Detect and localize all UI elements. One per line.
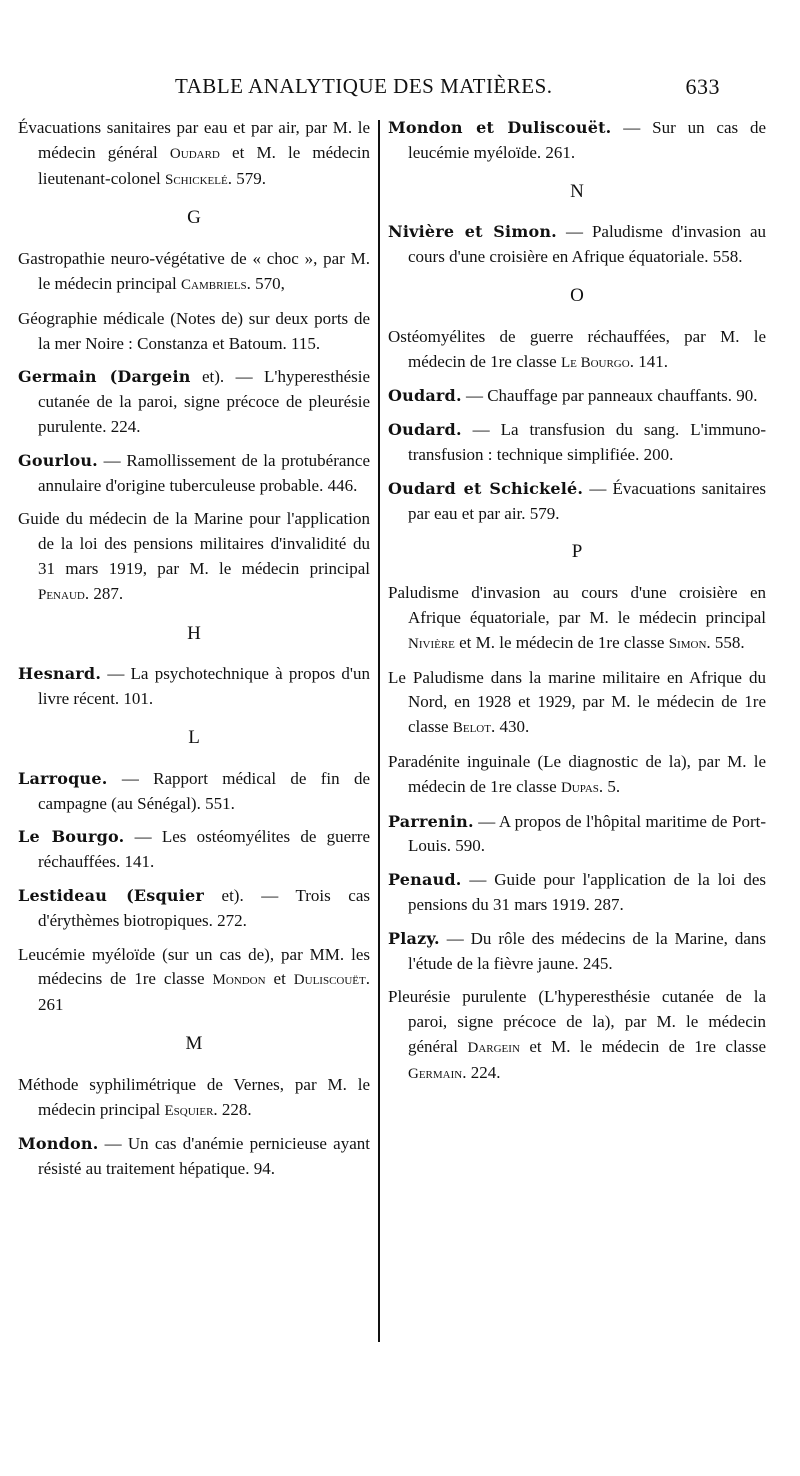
page-number: 633 [685, 74, 720, 99]
index-entry: Germain (Dargein et). — L'hyperesthésie cutanée de la paroi, signe précoce de pleurésie purulente. 224. [18, 367, 370, 436]
column-divider [378, 120, 380, 1342]
index-entry: Le Bourgo. — Les ostéomyélites de guerre réchauffées. 141. [18, 827, 370, 872]
index-entry: Mondon. — Un cas d'anémie pernicieuse ayant résisté au traitement hépatique. 94. [18, 1134, 370, 1179]
index-entry: Guide du médecin de la Marine pour l'application de la loi des pensions militaires d'invalidité du 31 mars 1919, par M. le médecin principal Penaud. 287. [18, 509, 370, 603]
right-column [388, 116, 766, 1096]
index-entry: Penaud. — Guide pour l'application de la loi des pensions du 31 mars 1919. 287. [388, 870, 766, 914]
index-entry: Parrenin. — A propos de l'hôpital maritime de Port-Louis. 590. [388, 811, 766, 856]
index-entry: Paradénite inguinale (Le diagnostic de la), par M. le médecin de 1re classe Dupas. 5. [388, 751, 766, 796]
index-entry: Ostéomyélites de guerre réchauffées, par M. le médecin de 1re classe Le Bourgo. 141. [388, 326, 766, 371]
index-entry: Pleurésie purulente (L'hyperesthésie cutanée de la paroi, signe précoce de la), par M. le médecin général Dargein et M. le médecin de 1re classe Germain. 224. [388, 987, 766, 1082]
index-entry: Leucémie myéloïde (sur un cas de), par MM. les médecins de 1re classe Mondon et Duliscouët. 261 [18, 944, 370, 1015]
index-entry: Oudard. — La transfusion du sang. L'immuno-transfusion : technique simplifiée. 200. [388, 420, 766, 464]
index-entry: Gourlou. — Ramollissement de la protubérance annulaire d'origine tuberculeuse probable. 446. [18, 450, 370, 495]
index-entry: Lestideau (Esquier et). — Trois cas d'érythèmes biotropiques. 272. [18, 885, 370, 930]
index-entry: Nivière et Simon. — Paludisme d'invasion au cours d'une croisière en Afrique équatoriale. 558. [388, 222, 767, 267]
index-entry: Paludisme d'invasion au cours d'une croisière en Afrique équatoriale, par M. le médecin principal Nivière et M. le médecin de 1re classe Simon. 558. [388, 583, 766, 652]
index-entry: Hesnard. — La psychotechnique à propos d'un livre récent. 101. [18, 664, 370, 709]
section-letter: H [187, 622, 201, 644]
section-letter: L [188, 726, 200, 748]
section-letter: P [571, 541, 583, 563]
index-entry: Oudard et Schickelé. — Évacuations sanitaires par eau et par air. 579. [388, 478, 767, 523]
index-entry: Géographie médicale (Notes de) sur deux ports de la mer Noire : Constanza et Batoum. 115. [18, 308, 370, 353]
section-letter: M [185, 1032, 203, 1054]
section-letter: N [570, 180, 584, 202]
page-header [175, 70, 720, 106]
index-entry: Méthode syphilimétrique de Vernes, par M. le médecin principal Esquier. 228. [18, 1074, 370, 1119]
index-entry: Évacuations sanitaires par eau et par air, par M. le médecin général Oudard et M. le médecin lieutenant-colonel Schickelé. 579. [18, 118, 370, 188]
section-letter: G [187, 207, 201, 229]
section-letter: O [570, 284, 584, 306]
left-column [18, 116, 370, 1191]
index-entry: Oudard. — Chauffage par panneaux chauffants. 90. [388, 386, 758, 406]
page-title: TABLE ANALYTIQUE DES MATIÈRES. [175, 74, 553, 98]
index-entry: Gastropathie neuro-végétative de « choc », par M. le médecin principal Cambriels. 570, [18, 249, 370, 293]
index-entry: Mondon et Duliscouët. — Sur un cas de leucémie myéloïde. 261. [388, 118, 766, 162]
index-entry: Plazy. — Du rôle des médecins de la Marine, dans l'étude de la fièvre jaune. 245. [388, 928, 766, 973]
index-entry: Le Paludisme dans la marine militaire en Afrique du Nord, en 1928 et 1929, par M. le médecin de 1re classe Belot. 430. [388, 667, 766, 737]
index-entry: Larroque. — Rapport médical de fin de campagne (au Sénégal). 551. [18, 768, 370, 813]
